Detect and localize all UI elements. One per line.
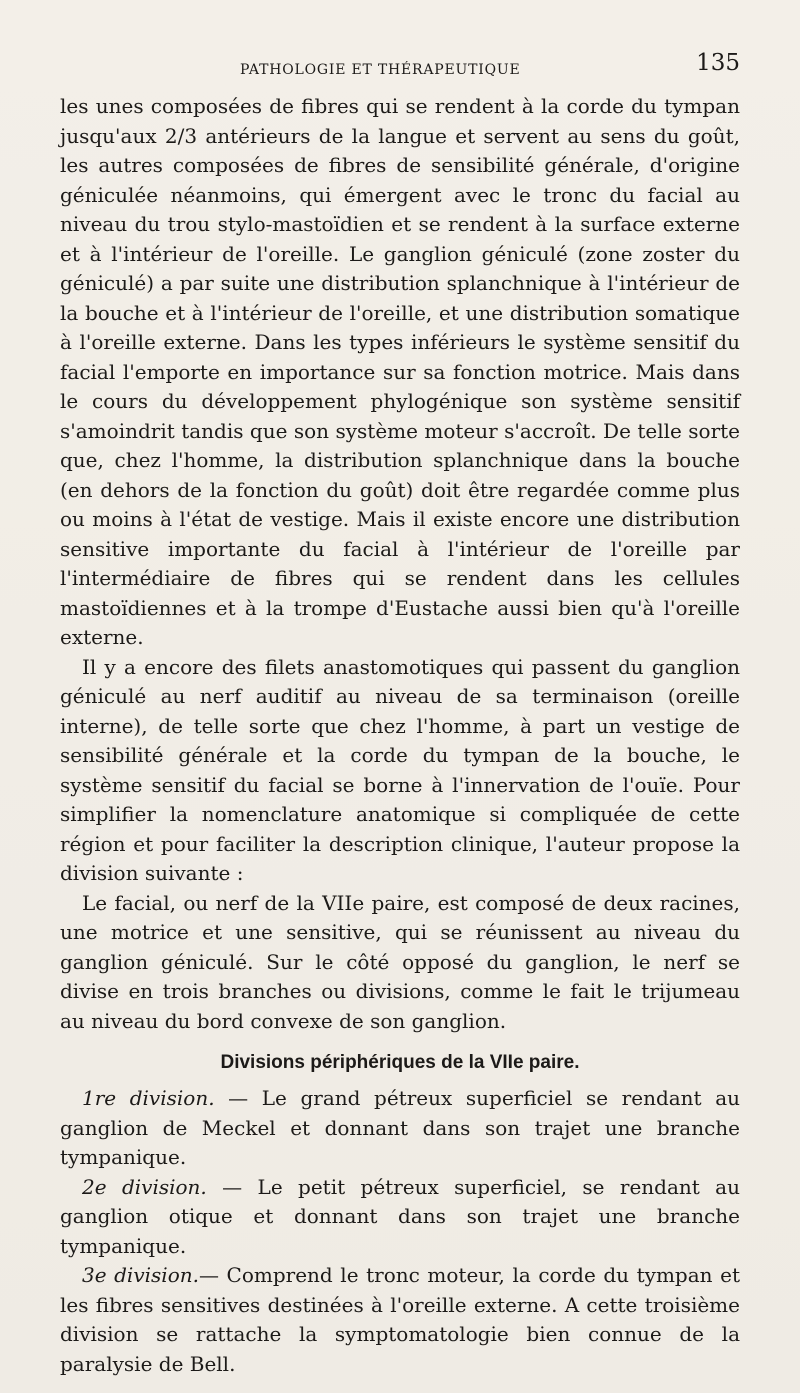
paragraph: Il y a encore des filets anastomotiques qui passent du ganglion géniculé au nerf auditif au niveau de sa terminaison (oreille interne), de telle sorte que chez l'homme, à part un vestige de sensibilité générale et la corde du tympan de la bouche, le système sensitif du facial se borne à l'innervation de l'ouïe. Pour simplifier la nomenclature anatomique si compliquée de cette région et pour faciliter la description clinique, l'auteur propose la division suivante : bbox=[60, 654, 740, 885]
page-header bbox=[60, 50, 740, 80]
paragraph-continued: les unes composées de fibres qui se rendent à la corde du tympan jusqu'aux 2/3 antérieurs de la langue et servent au sens du goût, les autres composées de fibres de sensibilité générale, d'origine géniculée néanmoins, qui émergent avec le tronc du facial au niveau du trou stylo-mastoïdien et se rendent à la surface externe et à l'intérieur de l'oreille. Le ganglion géniculé (zone zoster du géniculé) a par suite une distribution splanchnique à l'intérieur de la bouche et à l'intérieur de l'oreille, et une distribution somatique à l'oreille externe. Dans les types inférieurs le système sensitif du facial l'emporte en importance sur sa fonction motrice. Mais dans le cours du développement phylogénique son système sensitif s'amoindrit tandis que son système moteur s'accroît. De telle sorte que, chez l'homme, la distribution splanchnique dans la bouche (en dehors de la fonction du goût) doit être regardée comme plus ou moins à l'état de vestige. Mais il existe encore une distribution sensitive importante du facial à l'intérieur de l'oreille par l'intermédiaire de fibres qui se rendent dans les cellules mastoïdiennes et à la trompe d'Eustache aussi bien qu'à l'oreille externe. bbox=[60, 94, 740, 649]
division-label: 3e division. bbox=[82, 1263, 199, 1287]
division-label: 1re division. bbox=[82, 1086, 215, 1110]
division-text: — Comprend le tronc moteur, la corde du tympan et les fibres sensitives destinées à l'oreille externe. A cette troisième division se rattache la symptomatologie bien connue de la paralysie de Bell. bbox=[60, 1263, 740, 1376]
division-item bbox=[60, 1173, 740, 1262]
paragraph: Le facial, ou nerf de la VIIe paire, est composé de deux racines, une motrice et une sensitive, qui se réunissent au niveau du ganglion géniculé. Sur le côté opposé du ganglion, le nerf se divise en trois branches ou divisions, comme le fait le trijumeau au niveau du bord convexe de son ganglion. bbox=[60, 890, 740, 1033]
page-body bbox=[60, 92, 740, 1379]
division-label: 2e division. bbox=[82, 1174, 207, 1199]
running-head: PATHOLOGIE ET THÉRAPEUTIQUE bbox=[240, 62, 521, 78]
page-number: 135 bbox=[696, 50, 740, 76]
division-list bbox=[60, 1084, 740, 1379]
section-title: Divisions périphériques de la VIIe paire. bbox=[220, 1052, 580, 1073]
division-text: — Le petit pétreux superficiel, se rendant au ganglion otique et donnant dans son trajet une branche tympanique. bbox=[60, 1174, 740, 1258]
division-text: — Le grand pétreux superficiel se rendant au ganglion de Meckel et donnant dans son trajet une branche tympanique. bbox=[60, 1086, 740, 1169]
division-item bbox=[60, 1261, 740, 1379]
division-item bbox=[60, 1084, 740, 1173]
